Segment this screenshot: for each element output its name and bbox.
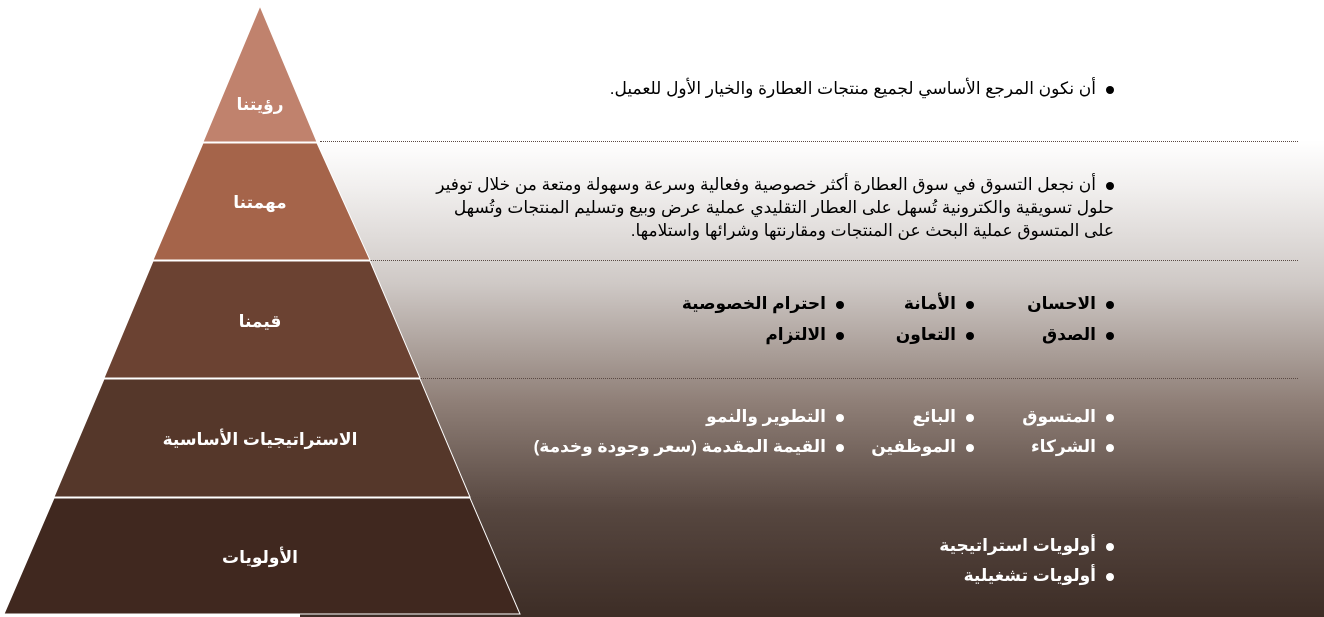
value-item: التعاون <box>896 325 974 345</box>
bullet-icon <box>966 332 974 340</box>
bullet-icon <box>1106 182 1114 190</box>
strategy-item: القيمة المقدمة (سعر وجودة وخدمة) <box>534 437 844 457</box>
bullet-icon <box>1106 573 1114 581</box>
divider-3 <box>420 378 1298 379</box>
bullet-icon <box>836 444 844 452</box>
value-item: الأمانة <box>904 294 974 314</box>
bullet-icon <box>966 414 974 422</box>
bullet-icon <box>1106 543 1114 551</box>
bullet-icon <box>1106 301 1114 309</box>
pyramid-diagram <box>0 0 530 617</box>
strategy-item: الشركاء <box>1031 437 1114 457</box>
priority-item: أولويات تشغيلية <box>964 566 1114 586</box>
bullet-icon <box>1106 444 1114 452</box>
vision-statement <box>610 79 1114 99</box>
bullet-icon <box>1106 332 1114 340</box>
bullet-icon <box>836 301 844 309</box>
mission-line-2: حلول تسويقية والكترونية تُسهل على العطار التقليدي عملية عرض وبيع وتسليم المنتجات وتُسهل <box>453 198 1114 217</box>
value-item: الالتزام <box>765 325 844 345</box>
value-item: احترام الخصوصية <box>682 294 844 314</box>
value-item: الصدق <box>1042 325 1114 345</box>
strategy-item: البائع <box>912 407 974 427</box>
bullet-icon <box>1106 414 1114 422</box>
bullet-icon <box>836 414 844 422</box>
tier-label-strategies: الاستراتيجيات الأساسية <box>162 430 358 449</box>
mission-line-3: على المتسوق عملية البحث عن المنتجات ومقارنتها وشرائها واستلامها. <box>630 221 1114 240</box>
mission-line-1: أن نجعل التسوق في سوق العطارة أكثر خصوصية وفعالية وسرعة وسهولة ومتعة من خلال توفير <box>436 175 1096 194</box>
strategy-item: المتسوق <box>1022 407 1114 427</box>
bullet-icon <box>1106 86 1114 94</box>
priority-item: أولويات استراتيجية <box>939 536 1114 556</box>
strategy-item: الموظفين <box>871 437 974 457</box>
strategy-item: التطوير والنمو <box>706 407 844 427</box>
tier-label-vision: رؤيتنا <box>236 95 284 114</box>
value-item: الاحسان <box>1027 294 1114 314</box>
mission-statement <box>394 173 1114 242</box>
bullet-icon <box>966 301 974 309</box>
vision-text: أن نكون المرجع الأساسي لجميع منتجات العطارة والخيار الأول للعميل. <box>609 79 1096 98</box>
tier-vision-shape <box>203 6 317 142</box>
tier-label-priorities: الأولويات <box>222 548 298 567</box>
bullet-icon <box>836 332 844 340</box>
bullet-icon <box>966 444 974 452</box>
divider-4 <box>470 497 1298 498</box>
tier-label-values: قيمنا <box>238 312 282 331</box>
tier-label-mission: مهمتنا <box>233 193 287 212</box>
